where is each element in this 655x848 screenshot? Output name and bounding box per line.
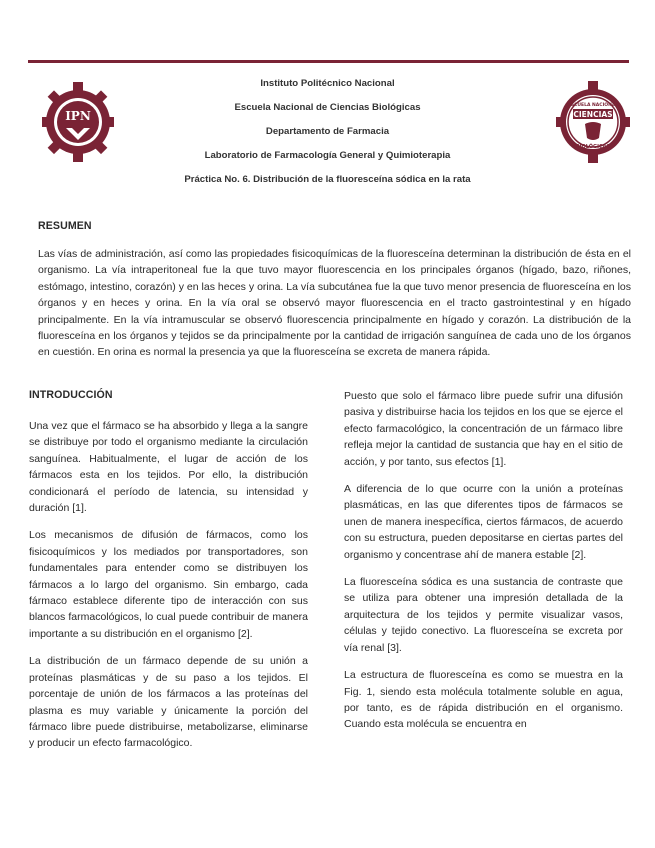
header-institute: Instituto Politécnico Nacional bbox=[260, 78, 395, 89]
encb-logo-text-middle: CIENCIAS bbox=[573, 110, 613, 119]
header-school: Escuela Nacional de Ciencias Biológicas bbox=[234, 102, 421, 113]
institution-header bbox=[120, 78, 535, 198]
header-practice-title: Práctica No. 6. Distribución de la fluoresceína sódica en la rata bbox=[184, 174, 471, 185]
header-laboratory: Laboratorio de Farmacología General y Quimioterapia bbox=[204, 150, 451, 161]
intro-paragraph: A diferencia de lo que ocurre con la unión a proteínas plasmáticas, en las que diferentes tipos de fármacos se unen de manera inespecífica, ciertos fármacos, de acuerdo con su estructura, pueden depositarse en ciertas partes del organismo y concentrase ahí de manera estable [2]. bbox=[344, 483, 623, 561]
intro-paragraph: La fluoresceína sódica es una sustancia de contraste que se utiliza para obtener una impresión detallada de la arquitectura de los tejidos y permite visualizar vasos, células y tejido conectivo. La fluoresceína se excreta por vía renal [3]. bbox=[344, 576, 623, 654]
header-rule bbox=[28, 60, 629, 63]
resumen-text: Las vías de administración, así como las propiedades fisicoquímicas de la fluoresceína determinan la distribución de ésta en el organismo. La vía intraperitoneal fue la que tuvo mayor fluorescencia en los principales órganos (hígado, bazo, riñones, estómago, intestino, corazón) y en las heces y orina. La vía subcutánea fue la que tuvo menor presencia de fluoresceína en los órganos y en heces y orina. En la vía oral se observó mayor fluorescencia en el tracto gastrointestinal y en hígado principalmente. En la vía intramuscular se observó fluorescencia principalmente en hígado y corazón. La distribución de la fluoresceína en los órganos y tejidos se da principalmente por la cantidad de irrigación sanguínea de cada uno de los órganos en cuestión. En orina es normal la presencia ya que la fluoresceína se excreta de manera rápida. bbox=[38, 248, 631, 359]
intro-right-column bbox=[344, 388, 623, 744]
ipn-logo bbox=[40, 80, 116, 164]
intro-paragraph: Puesto que solo el fármaco libre puede sufrir una difusión pasiva y distribuirse hacia los tejidos en los que se ejerce el efecto farmacológico, la concentración de un fármaco libre refleja mejor la cantidad de sustancia que hay en el sitio de acción, y por tanto, sus efectos [1]. bbox=[344, 390, 623, 468]
intro-paragraph: La distribución de un fármaco depende de su unión a proteínas plasmáticas y de su paso a los tejidos. El porcentaje de unión de los fármacos a las proteínas del plasma es muy variable y únicamente la porción del fármaco libre puede distribuirse, metabolizarse, eliminarse y producir un efecto farmacológico. bbox=[29, 655, 308, 750]
encb-logo bbox=[555, 80, 631, 164]
resumen-heading: RESUMEN bbox=[38, 220, 92, 232]
introduccion-heading: INTRODUCCIÓN bbox=[29, 389, 113, 401]
intro-paragraph: La estructura de fluoresceína es como se muestra en la Fig. 1, siendo esta molécula totalmente soluble en agua, por tanto, es de rápida distribución en el organismo. Cuando esta molécula se encuentra en bbox=[344, 669, 623, 731]
encb-logo-text-top: ESCUELA NACIONAL bbox=[567, 103, 619, 108]
intro-paragraph: Los mecanismos de difusión de fármacos, como los fisicoquímicos y los mediados por transportadores, son fundamentales para entender como se distribuyen los fármacos a lo largo del organismo. Sin embargo, cada fármaco establece diferente tipo de interacción con sus blancos farmacológicos, lo cual puede contribuir de manera importante a su distribución en el organismo [2]. bbox=[29, 529, 308, 640]
header-department: Departamento de Farmacia bbox=[265, 126, 390, 137]
intro-left-column bbox=[29, 418, 308, 763]
ipn-logo-text: IPN bbox=[65, 109, 91, 123]
encb-logo-text-bottom: BIOLÓGICAS bbox=[575, 144, 611, 150]
intro-paragraph: Una vez que el fármaco se ha absorbido y llega a la sangre se distribuye por todo el organismo mediante la circulación sanguínea. Habitualmente, el lugar de acción de los fármacos esta en los tejidos. Por ello, la distribución condicionará el período de latencia, su intensidad y duración [1]. bbox=[29, 420, 308, 515]
